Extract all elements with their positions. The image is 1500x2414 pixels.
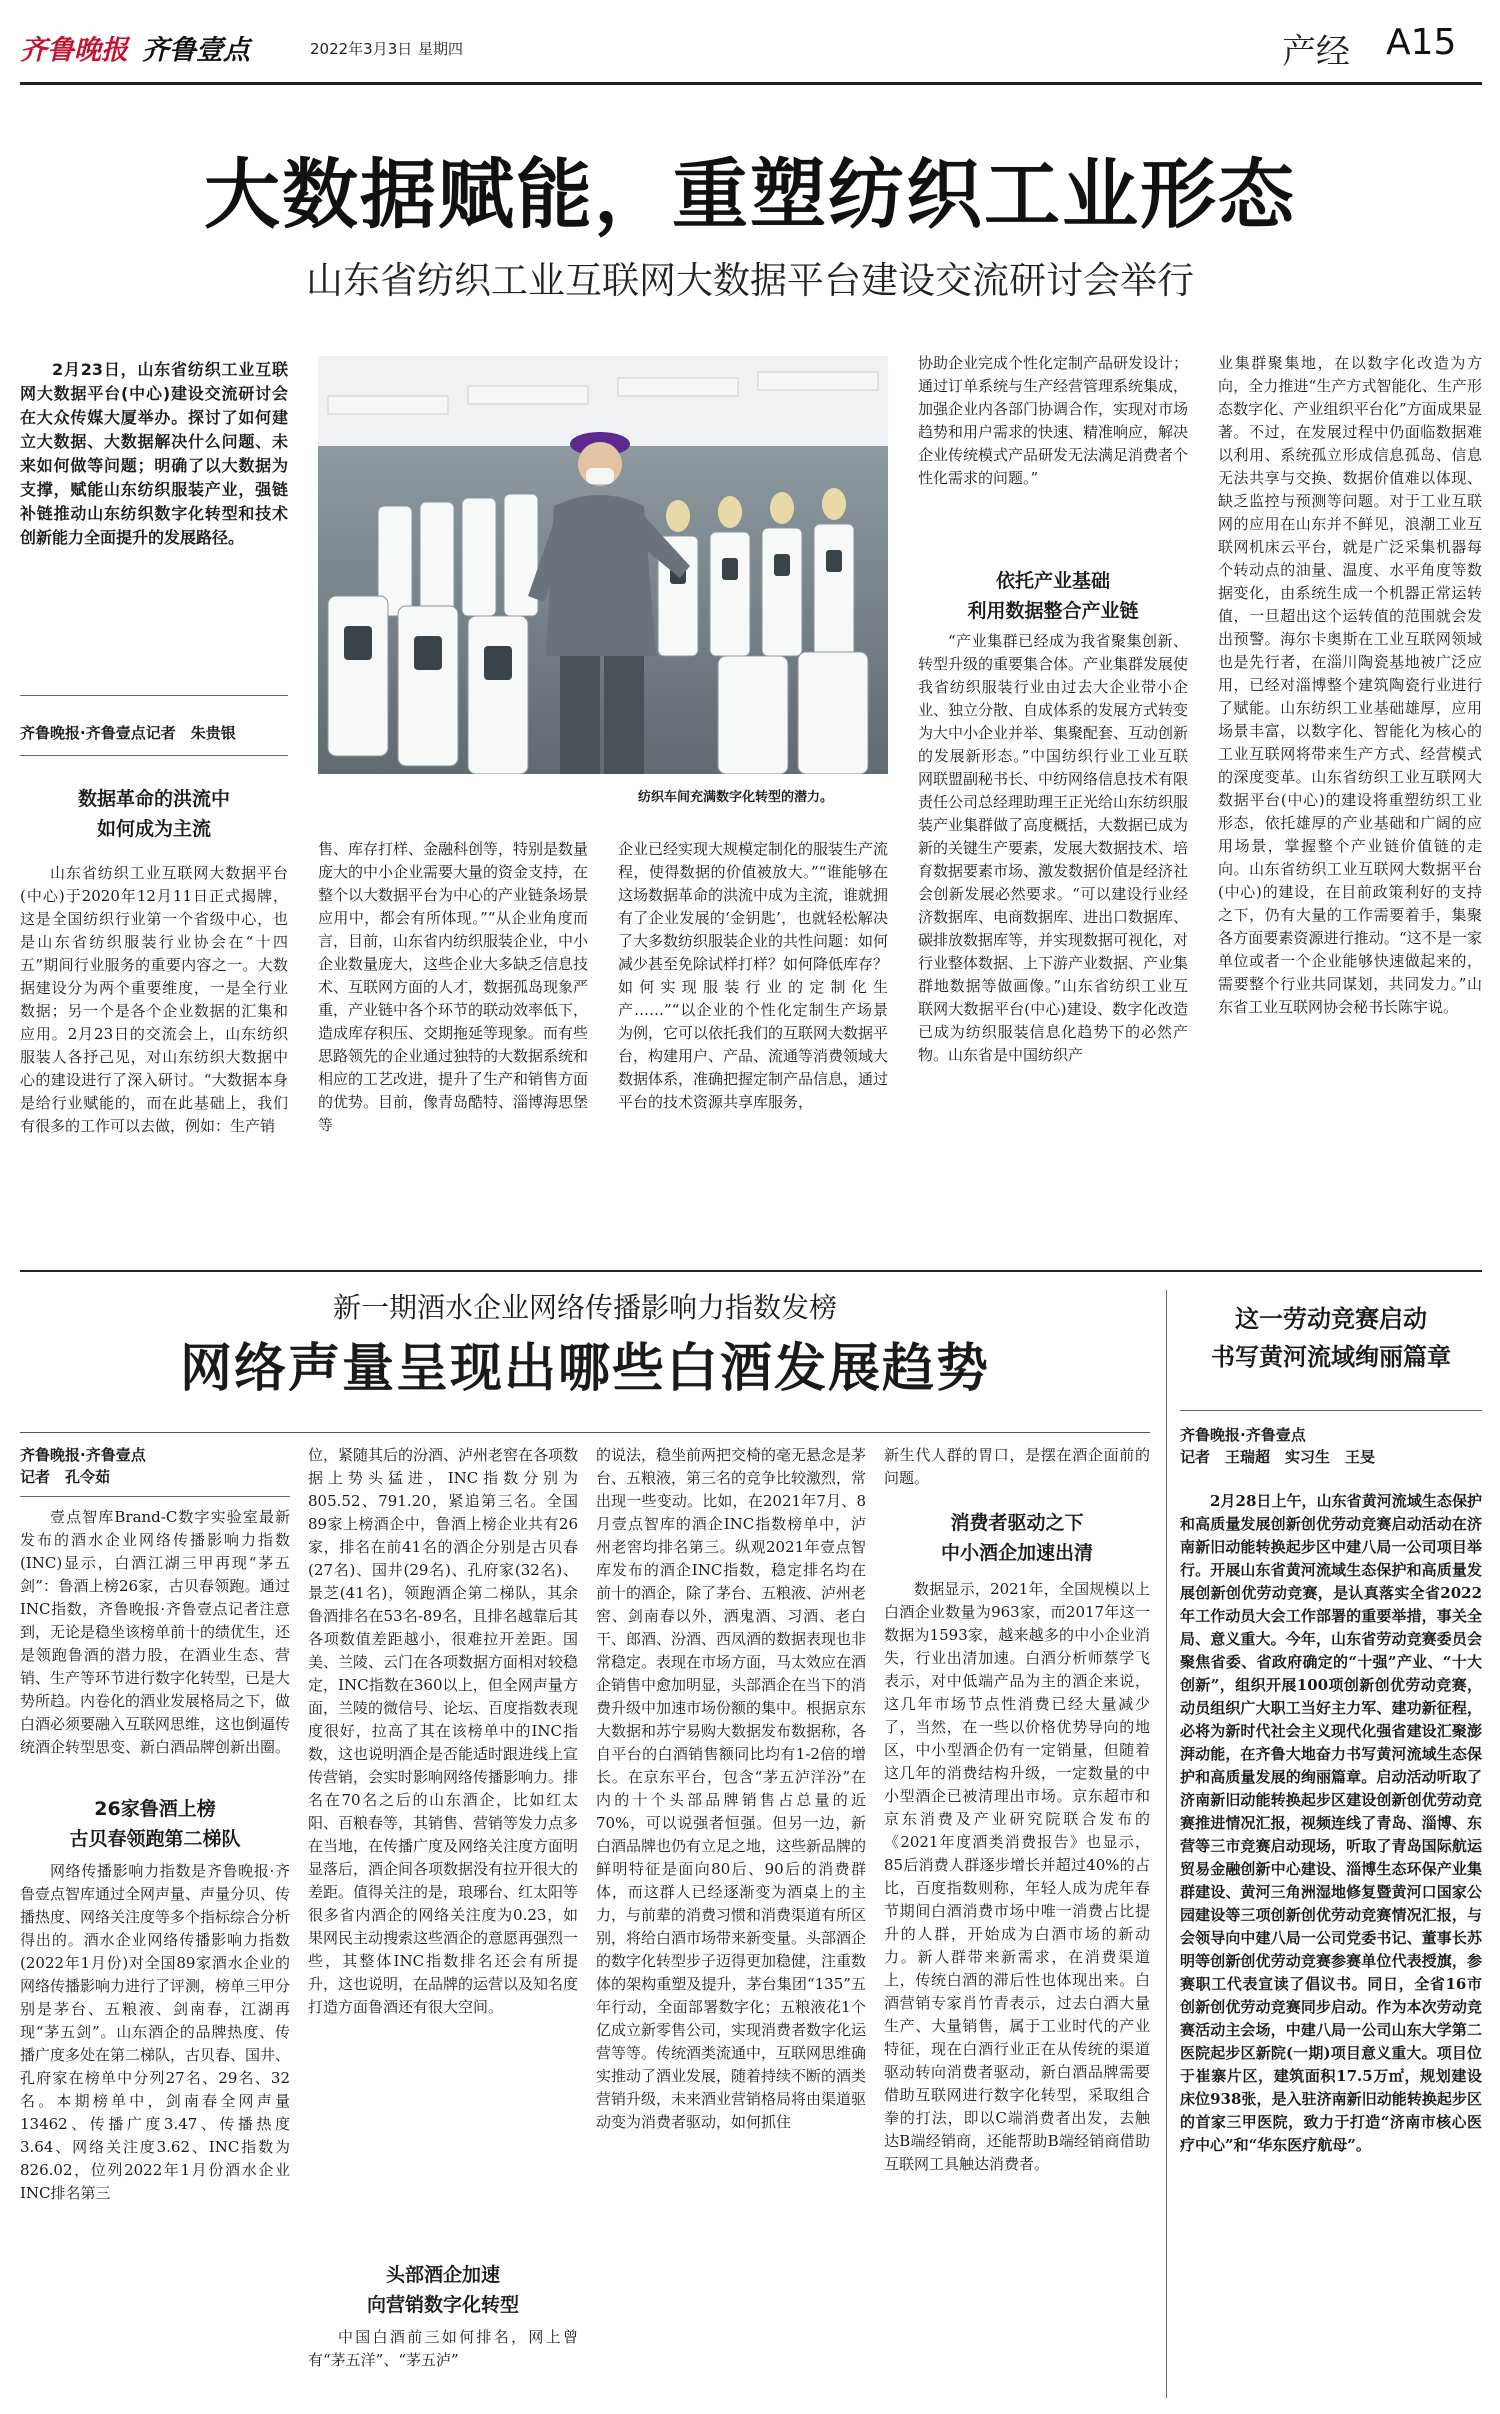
article2-kicker: 新一期酒水企业网络传播影响力指数发榜 [332, 1291, 837, 1324]
article1-bottom-rule [20, 1270, 1482, 1272]
sec1-heading-line2: 如何成为主流 [96, 818, 211, 840]
article2-title: 网络声量呈现出哪些白酒发展趋势 [179, 1338, 990, 1399]
article2-colD-b [884, 1578, 1150, 2398]
col4a-text: 协助企业完成个性化定制产品研发设计；通过订单系统与生产经营管理系统集成，加强企业内各部门协调合作，实现对市场趋势和用户需求的快速、精准响应，解决企业传统模式产品研发无法满足消费者个性化需求的问题。” [918, 354, 1188, 487]
lead-rule [20, 695, 288, 696]
col3-text: 企业已经实现大规模定制化的服装生产流程，使得数据的价值被放大。”“谁能够在这场数据革命的洪流中成为主流，谁就拥有了企业发展的‘金钥匙’，也就轻松解决了大多数纺织服装企业的共性问题：如何减少甚至免除试样打样？如何降低库存？如何实现服装行业的定制化生产……”“以企业的个性化定制生产场景为例，它可以依托我们的互联网大数据平台，构建用户、产品、流通等消费领域大数据体系，准确把握定制产品信息，通过平台的技术资源共享库服务， [618, 840, 888, 1111]
sec2-heading [918, 566, 1188, 626]
colB-text-b: 中国白酒前三如何排名，网上曾有“茅五洋”、“茅五泸” [308, 2328, 578, 2369]
lead-text: 2月23日，山东省纺织工业互联网大数据平台(中心)建设交流研讨会在大众传媒大厦举办。探讨了如何建立大数据、大数据解决什么问题、未来如何做等问题；明确了以大数据为支撑，赋能山东纺织服装产业，强链补链推动山东纺织数字化转型和技术创新能力全面提升的发展路径。 [20, 360, 288, 547]
colD-text-b: 数据显示，2021年，全国规模以上白酒企业数量为963家，而2017年这一数据为1593家，越来越多的中小企业消失，行业出清加速。白酒分析师蔡学飞表示，对中低端产品为主的酒企来说，这几年市场节点性消费已经大量减少了，当然，在一些以价格优势导向的地区，中小型酒企仍有一定销量，但随着这几年的消费结构升级，一定数量的中小型酒企已被清理出市场。京东超市和京东消费及产业研究院联合发布的《2021年度酒类消费报告》也显示，85后消费人群逐步增长并超过40%的占比，百度指数则称，年轻人成为虎年春节期间白酒消费市场中唯一消费占比提升的人群，开始成为白酒市场的新动力。新人群带来新需求，在消费渠道上，传统白酒的滞后性也体现出来。白酒营销专家肖竹青表示，过去白酒大量生产、大量销售，属于工业时代的产业特征，现在白酒行业正在从传统的渠道驱动转向消费者驱动，新白酒品牌需要借助互联网进行数字化转型，采取组合拳的打法，即以C端消费者出发，去触达B端经销商，还能帮助B端经销商借助互联网工具触达消费者。 [884, 1580, 1150, 2173]
col1-text: 山东省纺织工业互联网大数据平台(中心)于2020年12月11日正式揭牌，这是全国纺织行业第一个省级中心，也是山东省纺织服装行业协会在“十四五”期间行业服务的重要内容之一。大数据建设分为两个重要维度，一是全行业数据；另一个是各个企业数据的汇集和应用。2月23日的交流会上，山东纺织服装人各抒己见，对山东纺织大数据中心的建设进行了深入研讨。“大数据本身是给行业赋能的，而在此基础上，我们有很多的工作可以去做，例如：生产销 [20, 864, 288, 1135]
article1-lead [20, 358, 288, 668]
sec2-heading-line1: 依托产业基础 [995, 570, 1110, 592]
secB-heading-line1: 头部酒企加速 [385, 2264, 500, 2286]
article2-colB [308, 1444, 578, 2234]
article3-byline [1180, 1424, 1482, 1468]
secD-heading [884, 1508, 1150, 1568]
article1-col4b [918, 630, 1188, 1260]
sec1-heading-line1: 数据革命的洪流中 [77, 788, 230, 810]
article2-byline-line2: 记者 孔令茹 [20, 1468, 111, 1486]
sidebar-divider [1166, 1290, 1167, 2398]
section-name: 产经 [1282, 32, 1350, 72]
secA-heading [20, 1794, 290, 1854]
secD-heading-line2: 中小酒企加速出清 [940, 1542, 1093, 1564]
article3-heading [1180, 1300, 1482, 1376]
factory-photo-graphic [318, 356, 888, 774]
sec2-heading-line2: 利用数据整合产业链 [967, 600, 1139, 622]
secA-heading-line2: 古贝春领跑第二梯队 [69, 1828, 241, 1850]
colD-text: 新生代人群的胃口，是摆在酒企面前的问题。 [884, 1446, 1150, 1487]
factory-photo [318, 356, 888, 774]
article2-colC [596, 1444, 866, 2398]
article1-subtitle: 山东省纺织工业互联网大数据平台建设交流研讨会举行 [306, 259, 1194, 302]
article1-col2 [318, 838, 588, 1260]
article3-byline-line1: 齐鲁晚报·齐鲁壹点 [1180, 1426, 1306, 1444]
article2-colA [20, 1506, 290, 1786]
article1-col5 [1218, 352, 1482, 1260]
col5-text: 业集群聚集地，在以数字化改造为方向，全力推进“生产方式智能化、生产形态数字化、产业组织平台化”方面成果显著。不过，在发展过程中仍面临数据难以利用、系统孤立形成信息孤岛、信息无法共享与交换、数据价值难以体现、缺乏监控与预测等问题。对于工业互联网的应用在山东并不鲜见，浪潮工业互联网机床云平台，就是广泛采集机器每个转动点的油量、温度、水平角度等数据变化，由系统生成一个机器正常运转值，一旦超出这个运转值的范围就会发出预警。海尔卡奥斯在工业互联网领域也是先行者，在淄川陶瓷基地被广泛应用，已经对淄博整个建筑陶瓷行业进行了赋能。山东纺织工业基础雄厚，应用场景丰富，以数字化、智能化为核心的工业互联网将带来生产方式、经营模式的深度变革。山东省纺织工业互联网大数据平台(中心)的建设将重塑纺织工业形态，依托雄厚的产业基础和广阔的应用场景，掌握整个产业链价值链的走向。山东省纺织工业互联网大数据平台(中心)的建设，在目前政策利好的支持之下，仍有大量的工作需要着手，集聚各方面要素资源进行推动。“这不是一家单位或者一个企业能够快速做起来的，需要整个行业共同谋划，共同发力。”山东省工业互联网协会秘书长陈宇说。 [1218, 354, 1482, 1016]
colB-text: 位，紧随其后的汾酒、泸州老窖在各项数据上势头猛进，INC指数分别为805.52、791.20，紧追第三名。全国89家上榜酒企中，鲁酒上榜企业共有26家，排名在前41名的酒企分别是古贝春(27名)、国井(29名)、孔府家(32名)、景芝(41名)，领跑酒企第二梯队，其余鲁酒排名在53名-89名，且排名越靠后其各项数值差距越小，很难拉开差距。国美、兰陵、云门在各项数据方面相对较稳定，INC指数在360以上，但全网声量方面，兰陵的微信号、论坛、百度指数表现度很好，拉高了其在该榜单中的INC指数，这也说明酒企是否能适时跟进线上宣传营销，会实时影响网络传播影响力。排名在70名之后的山东酒企，比如红太阳、百粮春等，其销售、营销等发力点多在当地，在传播广度及网络关注度方面明显落后，酒企间各项数据没有拉开很大的差距。值得关注的是，琅琊台、红太阳等很多省内酒企的网络关注度为0.23，如果网民主动搜索这些酒企的意愿再强烈一些，其整体INC指数排名还会有所提升，这也说明，在品牌的运营以及知名度打造方面鲁酒还有很大空间。 [308, 1446, 578, 2016]
article2-byline [20, 1444, 290, 1488]
article3-body [1180, 1490, 1482, 2398]
article1-byline: 齐鲁晚报·齐鲁壹点记者 朱贵银 [20, 724, 236, 742]
article2-colB-b [308, 2326, 578, 2398]
photo-caption: 纺织车间充满数字化转型的潜力。 [638, 790, 834, 805]
secD-heading-line1: 消费者驱动之下 [950, 1512, 1084, 1534]
secB-heading-line2: 向营销数字化转型 [366, 2294, 519, 2316]
article3-byline-line2: 记者 王瑞超 实习生 王旻 [1180, 1448, 1376, 1466]
colA-text-b: 网络传播影响力指数是齐鲁晚报·齐鲁壹点智库通过全网声量、声量分贝、传播热度、网络关注度等多个指标综合分析得出的。酒水企业网络传播影响力指数(2022年1月份)对全国89家酒水企业的网络传播影响力进行了评测，榜单三甲分别是茅台、五粮液、剑南春，江湖再现“茅五剑”。山东酒企的品牌热度、传播广度多处在第二梯队，古贝春、国井、孔府家在榜单中分列27名、29名、32名。本期榜单中，剑南春全网声量13462、传播广度3.47、传播热度3.64、网络关注度3.62、INC指数为826.02，位列2022年1月份酒水企业INC排名第三 [20, 1862, 290, 2202]
issue-date: 2022年3月3日 [310, 40, 413, 58]
colC-text: 的说法，稳坐前两把交椅的毫无悬念是茅台、五粮液，第三名的竞争比较激烈，常出现一些变动。比如，在2021年7月、8月壹点智库的酒企INC指数榜单中，泸州老窖均排名第三。纵观2021年壹点智库发布的酒企INC指数，稳定排名均在前十的酒企，除了茅台、五粮液、泸州老窖、剑南春以外，洒鬼酒、习酒、老白干、郎酒、汾酒、西凤酒的数据表现也非常稳定。表现在市场方面，马太效应在酒企销售中愈加明显，头部酒企在当下的消费升级中加速市场份额的集中。根据京东大数据和苏宁易购大数据发布数据称，各自平台的白酒销售额同比均有1-2倍的增长。在京东平台，包含“茅五泸洋汾”在内的十个头部品牌销售占总量的近70%，可以说强者恒强。但另一边，新白酒品牌也仍有立足之地，这些新品牌的鲜明特征是面向80后、90后的消费群体，而这群人已经逐渐变为酒桌上的主力，与前辈的消费习惯和消费渠道有所区别，将给白酒市场带来新变量。头部酒企的数字化转型步子迈得更加稳健，注重数体的架构重塑及提升，茅台集团“135”五年行动，全面部署数字化；五粮液花1个亿成立新零售公司，实现消费者数字化运营等等。传统酒类流通中，互联网思维确实推动了酒业发展，随着持续不断的酒类营销升级，未来酒业营销格局将由渠道驱动变为消费者驱动，如何抓住 [596, 1446, 866, 2131]
secB-heading [308, 2260, 578, 2320]
brand-name: 齐鲁壹点 [142, 35, 250, 66]
secA-heading-line1: 26家鲁酒上榜 [94, 1798, 216, 1820]
sec1-heading [20, 784, 288, 844]
article3-text: 2月28日上午，山东省黄河流域生态保护和高质量发展创新创优劳动竞赛启动活动在济南新旧动能转换起步区中建八局一公司项目举行。开展山东省黄河流域生态保护和高质量发展创新创优劳动竞赛，是认真落实全省2022年工作动员大会工作部署的重要举措，事关全局、意义重大。今年，山东省劳动竞赛委员会聚焦省委、省政府确定的“十强”产业、“十大创新”，组织开展100项创新创优劳动竞赛，动员组织广大职工当好主力军、建功新征程，必将为新时代社会主义现代化强省建设汇聚澎湃动能，在齐鲁大地奋力书写黄河流域生态保护和高质量发展的绚丽篇章。启动活动听取了济南新旧动能转换起步区建设创新创优劳动竞赛推进情况汇报，视频连线了青岛、淄博、东营等三市竞赛启动现场，听取了青岛国际航运贸易金融创新中心建设、淄博生态环保产业集群建设、黄河三角洲湿地修复暨黄河口国家公园建设等三项创新创优劳动竞赛情况汇报，与会领导向中建八局一公司党委书记、董事长苏明等创新创优劳动竞赛参赛单位代表授旗，参赛职工代表宣读了倡议书。同日，全省16市创新创优劳动竞赛同步启动。作为本次劳动竞赛活动主会场，中建八局一公司山东大学第二医院起步区新院(一期)项目意义重大。项目位于崔寨片区，建筑面积17.5万㎡，规划建设床位938张，是入驻济南新旧动能转换起步区的首家三甲医院，致力于打造“济南市核心医疗中心”和“华东医疗航母”。 [1180, 1492, 1482, 2154]
article2-byline-rule [20, 1496, 290, 1497]
byline-rule [20, 755, 288, 756]
issue-weekday: 星期四 [418, 40, 464, 58]
masthead [20, 26, 580, 66]
article3-title-line1: 这一劳动竞赛启动 [1235, 1305, 1427, 1333]
article1-title: 大数据赋能，重塑纺织工业形态 [204, 150, 1296, 239]
article1-col3 [618, 838, 888, 1260]
article3-head-rule [1180, 1410, 1482, 1411]
col2-text: 售、库存打样、金融科创等，特别是数量庞大的中小企业需要大量的资金支持，在整个以大数据平台为中心的产业链条场景应用中，都会有所体现。”“从企业角度而言，目前，山东省内纺织服装企业，中小企业数量庞大，这些企业大多缺乏信息技术、互联网方面的人才，数据孤岛现象严重，产业链中各个环节的联动效率低下，造成库存积压、交期拖延等现象。而有些思路领先的企业通过独特的大数据系统和相应的工艺改进，提升了生产和销售方面的优势。目前，像青岛酷特、淄博海思堡等 [318, 840, 588, 1134]
col4b-text: “产业集群已经成为我省聚集创新、转型升级的重要集合体。产业集群发展使我省纺织服装行业由过去大企业带小企业、独立分散、自成体系的发展方式转变为大中小企业并举、集聚配套、互动创新的发展新形态。”中国纺织行业工业互联网联盟副秘书长、中纺网络信息技术有限责任公司总经理助理王正光给山东纺织服装产业集群做了高度概括，大数据已成为新的关键生产要素，发展大数据技术、培育数据要素市场、激发数据价值是经济社会创新发展必然要求。“可以建设行业经济数据库、电商数据库、进出口数据库、碳排放数据库等，并实现数据可视化，对行业整体数据、上下游产业数据、产业集群地数据等做画像。”山东省纺织工业互联网大数据平台(中心)建设、数字化改造已成为纺织服装信息化趋势下的必然产物。山东省是中国纺织产 [918, 632, 1188, 1064]
article2-head-rule [20, 1432, 1150, 1433]
paper-name: 齐鲁晚报 [20, 35, 128, 66]
article1-col4a [918, 352, 1188, 564]
header-rule [20, 82, 1482, 85]
page-number: A15 [1386, 22, 1457, 63]
article2-colA-b [20, 1860, 290, 2398]
article1-col1 [20, 862, 288, 1260]
colA-text: 壹点智库Brand-C数字实验室最新发布的酒水企业网络传播影响力指数(INC)显示，白酒江湖三甲再现“茅五剑”：鲁酒上榜26家，古贝春领跑。通过INC指数，齐鲁晚报·齐鲁壹点记者注意到，无论是稳坐该榜单前十的绩优生，还是领跑鲁酒的潜力股，在酒业生态、营销、生产等环节进行数字化转型，已是大势所趋。内卷化的酒业发展格局之下，做白酒必须要融入互联网思维，这也倒逼传统酒企转型思变、新白酒品牌创新出圈。 [20, 1508, 290, 1756]
article2-byline-line1: 齐鲁晚报·齐鲁壹点 [20, 1446, 146, 1464]
article3-title-line2: 书写黄河流域绚丽篇章 [1211, 1343, 1451, 1371]
article2-colD [884, 1444, 1150, 1496]
